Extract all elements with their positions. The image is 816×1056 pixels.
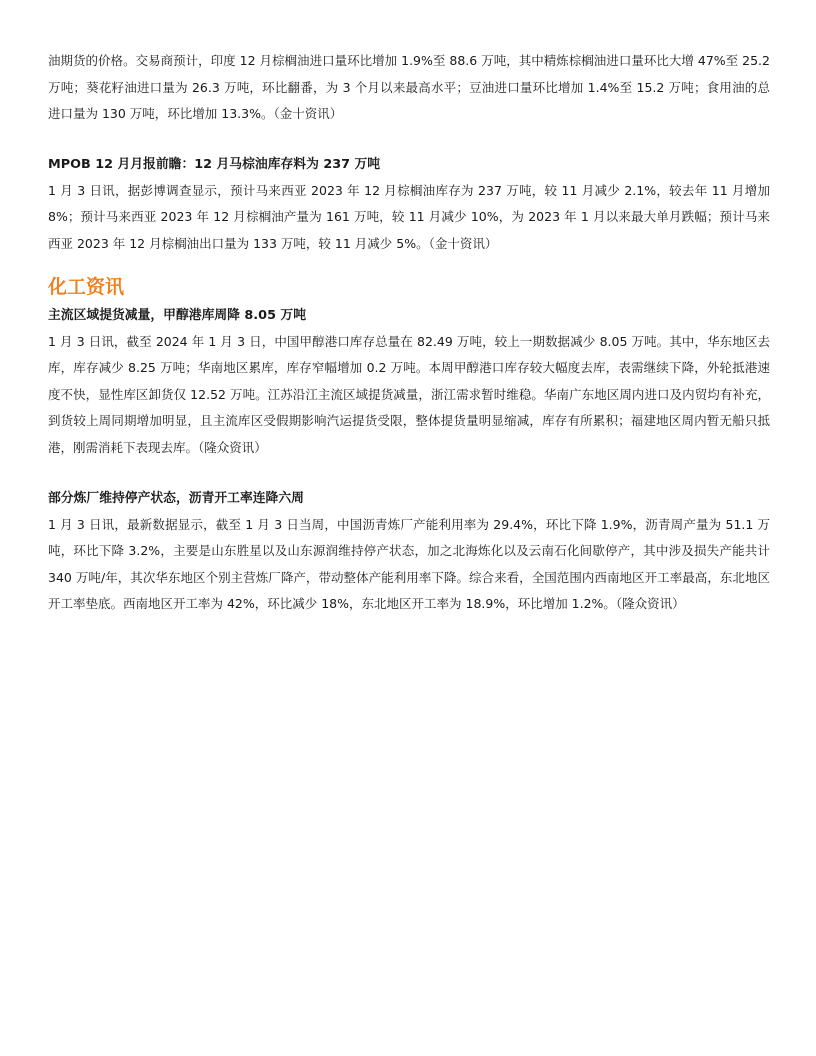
methanol-news-title: 主流区域提货减量，甲醇港库周降 8.05 万吨	[48, 307, 307, 323]
mpob-news-body: 1 月 3 日讯，据彭博调查显示，预计马来西亚 2023 年 12 月棕榈油库存为 237 万吨，较 11 月减少 2.1%，较去年 11 月增加 8%；预计马来西亚 2023 年 12 月棕榈油产量为 161 万吨，较 11 月减少 10%，为 2023 年 1 月以来最大单月跌幅；预计马来西亚 2023 年 12 月棕榈油出口量为 133 万吨，较 11 月减少 5%。（金十资讯）	[48, 182, 770, 251]
asphalt-news-body: 1 月 3 日讯，最新数据显示，截至 1 月 3 日当周，中国沥青炼厂产能利用率为 29.4%，环比下降 1.9%，沥青周产量为 51.1 万吨，环比下降 3.2%，主要是山东胜星以及山东源润维持停产状态，加之北海炼化以及云南石化间歇停产，其中涉及损失产能共计 340 万吨/年，其次华东地区个别主营炼厂降产，带动整体产能利用率下降。综合来看，全国范围内西南地区开工率最高，东北地区开工率垫底。西南地区开工率为 42%，环比减少 18%，东北地区开工率为 18.9%，环比增加 1.2%。（隆众资讯）	[48, 516, 770, 612]
oil-continuation-paragraph: 油期货的价格。交易商预计，印度 12 月棕榈油进口量环比增加 1.9%至 88.6 万吨，其中精炼棕榈油进口量环比大增 47%至 25.2 万吨；葵花籽油进口量为 26.3 万吨，环比翻番，为 3 个月以来最高水平；豆油进口量环比增加 1.4%至 15.2 万吨；食用油的总进口量为 130 万吨，环比增加 13.3%。（金十资讯）	[48, 53, 770, 122]
chem-section-title: 化工资讯	[48, 275, 125, 298]
spacer	[48, 128, 770, 152]
document-page	[48, 48, 770, 618]
methanol-news-body: 1 月 3 日讯，截至 2024 年 1 月 3 日，中国甲醇港口库存总量在 82.49 万吨，较上一期数据减少 8.05 万吨。其中，华东地区去库，库存减少 8.25 万吨；华南地区累库，库存窄幅增加 0.2 万吨。本周甲醇港口库存较大幅度去库，表需继续下降，外轮抵港速度不快，显性库区卸货仅 12.52 万吨。江苏沿江主流区域提货减量，浙江需求暂时维稳。华南广东地区周内进口及内贸均有补充，到货较上周同期增加明显，且主流库区受假期影响汽运提货受限，整体提货量明显缩减，库存有所累积；福建地区周内暂无船只抵港，刚需消耗下表现去库。（隆众资讯）	[48, 333, 770, 455]
spacer	[48, 462, 770, 486]
asphalt-news-title: 部分炼厂维持停产状态，沥青开工率连降六周	[48, 490, 304, 506]
mpob-news-title: MPOB 12 月月报前瞻：12 月马棕油库存料为 237 万吨	[48, 156, 381, 172]
